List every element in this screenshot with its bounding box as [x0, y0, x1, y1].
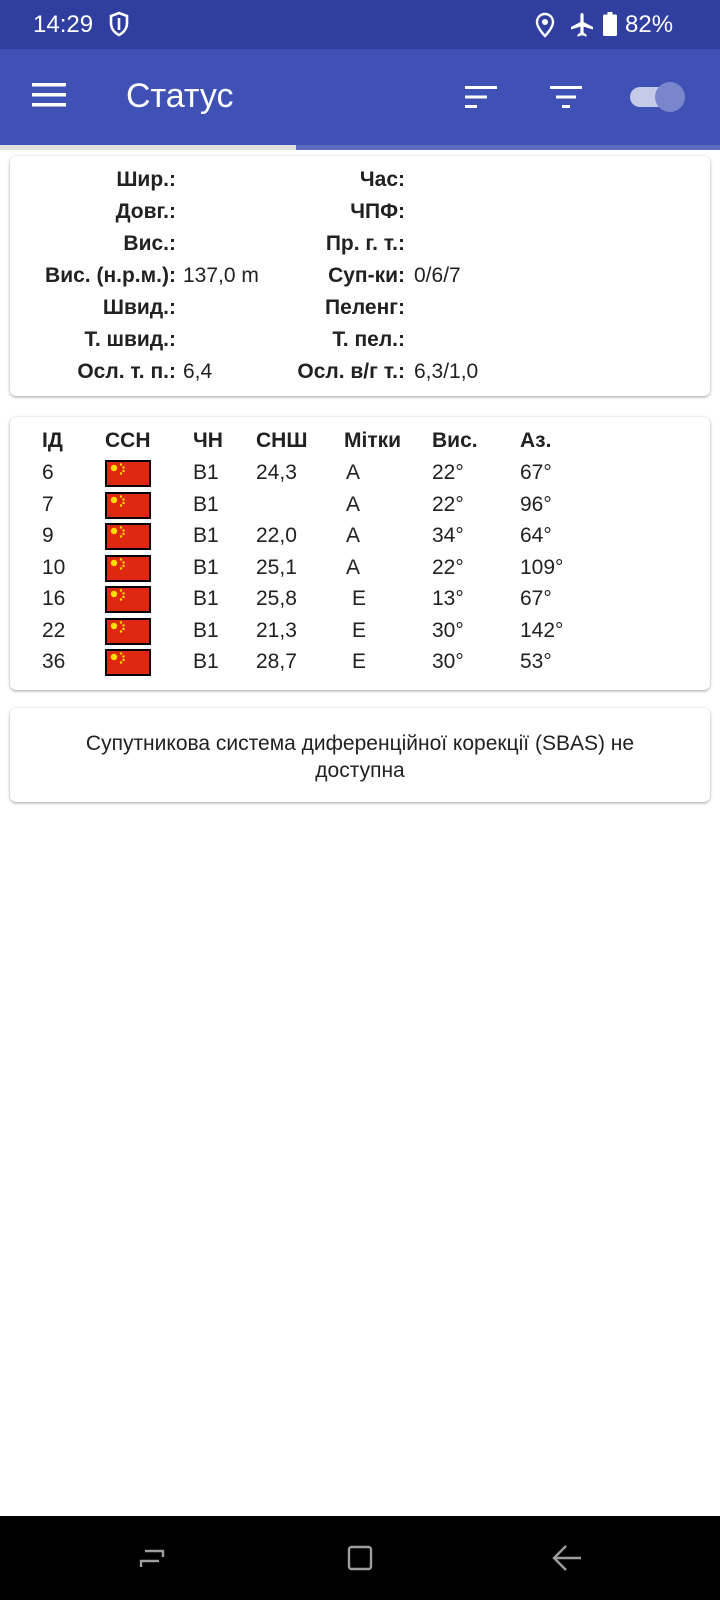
china-flag-icon — [105, 523, 151, 550]
china-flag-icon — [105, 618, 151, 645]
sats-value: 0/6/7 — [414, 264, 461, 287]
sats-label: Суп-ки: — [328, 264, 405, 287]
pdop-label: Осл. т. п.: — [77, 360, 176, 383]
pdop-value: 6,4 — [183, 360, 213, 383]
cell-azim: 53° — [520, 650, 552, 673]
china-flag-icon — [105, 555, 151, 582]
airplane-icon — [570, 12, 594, 38]
hvdop-value: 6,3/1,0 — [414, 360, 479, 383]
page-title: Статус — [126, 77, 234, 115]
cell-cn0: 25,8 — [256, 587, 297, 610]
lat-label: Шир.: — [116, 168, 176, 191]
tab-indicator-track — [0, 145, 296, 150]
cell-cn0: 21,3 — [256, 618, 297, 642]
app-bar — [0, 49, 720, 148]
cell-azim: 96° — [520, 492, 552, 516]
cell-id: 9 — [42, 524, 54, 547]
cell-flags: A — [346, 524, 361, 547]
msl-label: Вис. (н.р.м.): — [45, 264, 176, 287]
cell-flags: E — [352, 618, 367, 642]
clock: 14:29 — [33, 11, 94, 38]
satellites-card — [10, 417, 710, 690]
cell-cf: B1 — [193, 555, 219, 579]
cell-elev: 30° — [432, 650, 464, 673]
accuracy-label: Пр. г. т.: — [325, 232, 405, 255]
sbas-message: Супутникова система диференційної корекції (SBAS) не доступна — [85, 732, 635, 782]
cell-azim: 109° — [520, 555, 564, 579]
cell-cf: B1 — [193, 524, 219, 547]
header-cn0: СНШ — [256, 429, 308, 452]
alt-label: Вис.: — [123, 232, 176, 255]
cell-flags: E — [352, 650, 367, 673]
cell-id: 6 — [42, 461, 54, 484]
header-cf: ЧН — [193, 429, 223, 452]
toggle-switch[interactable] — [628, 79, 688, 115]
cell-cn0: 25,1 — [256, 555, 297, 579]
cell-id: 10 — [42, 555, 66, 579]
shield-icon — [108, 11, 130, 37]
cell-cn0: 22,0 — [256, 524, 297, 547]
battery-percent: 82% — [625, 11, 674, 38]
header-id: ІД — [42, 429, 63, 452]
navigation-bar — [0, 1516, 720, 1600]
header-azim: Аз. — [520, 429, 552, 452]
cell-elev: 34° — [432, 524, 464, 547]
filter-icon[interactable] — [548, 83, 584, 111]
cell-cf: B1 — [193, 461, 219, 484]
msl-value: 137,0 m — [183, 264, 259, 287]
sbas-card — [10, 708, 710, 802]
tab-indicator-active — [296, 145, 720, 150]
header-flags: Мітки — [344, 429, 402, 452]
cell-cn0: 28,7 — [256, 650, 297, 673]
cell-flags: A — [346, 461, 361, 484]
header-elev: Вис. — [432, 429, 478, 452]
lon-label: Довг.: — [115, 200, 176, 223]
speed-accuracy-label: Т. швид.: — [84, 328, 176, 351]
bearing-accuracy-label: Т. пел.: — [332, 328, 405, 351]
tab-indicator — [0, 145, 720, 150]
cell-azim: 64° — [520, 524, 552, 547]
cell-cf: B1 — [193, 492, 219, 516]
china-flag-icon — [105, 586, 151, 613]
ttff-label: ЧПФ: — [350, 200, 405, 223]
sort-icon[interactable] — [463, 83, 499, 111]
battery-icon — [603, 12, 617, 36]
cell-cn0: 24,3 — [256, 461, 297, 484]
cell-id: 16 — [42, 587, 66, 610]
location-card — [10, 156, 710, 396]
cell-elev: 30° — [432, 618, 464, 642]
cell-azim: 142° — [520, 618, 564, 642]
time-label: Час: — [359, 168, 405, 191]
china-flag-icon — [105, 492, 151, 519]
cell-azim: 67° — [520, 587, 552, 610]
home-icon[interactable] — [344, 1542, 376, 1574]
location-icon — [535, 12, 555, 38]
cell-elev: 22° — [432, 555, 464, 579]
header-gnss: ССН — [105, 429, 151, 452]
speed-label: Швид.: — [102, 296, 176, 319]
cell-cf: B1 — [193, 618, 219, 642]
recent-apps-icon[interactable] — [136, 1542, 168, 1574]
cell-flags: E — [352, 587, 367, 610]
cell-id: 36 — [42, 650, 66, 673]
cell-elev: 22° — [432, 492, 464, 516]
cell-flags: A — [346, 492, 361, 516]
cell-flags: A — [346, 555, 361, 579]
bearing-label: Пеленг: — [325, 296, 405, 319]
china-flag-icon — [105, 649, 151, 676]
cell-azim: 67° — [520, 461, 552, 484]
cell-id: 22 — [42, 618, 66, 642]
cell-cf: B1 — [193, 650, 219, 673]
china-flag-icon — [105, 460, 151, 487]
cell-elev: 22° — [432, 461, 464, 484]
cell-elev: 13° — [432, 587, 464, 610]
back-icon[interactable] — [550, 1542, 584, 1574]
menu-icon[interactable] — [32, 82, 66, 108]
cell-cf: B1 — [193, 587, 219, 610]
cell-id: 7 — [42, 492, 54, 516]
hvdop-label: Осл. в/г т.: — [297, 360, 405, 383]
status-bar — [0, 0, 720, 49]
